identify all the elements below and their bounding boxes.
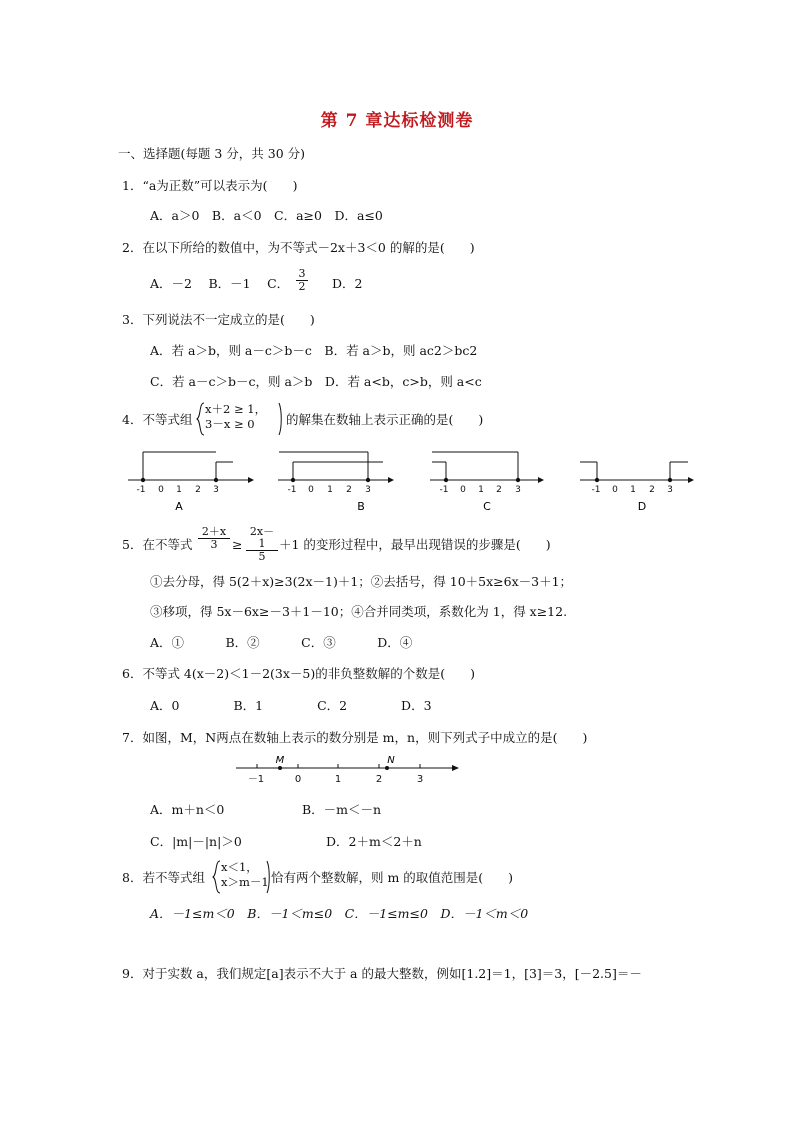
question-2-options-ab: A．－2 B．－1 C． [150, 276, 290, 291]
tick-label: 0 [158, 485, 164, 495]
system-inequality-1: x＋2 ≥ 1， [205, 402, 267, 416]
question-4-number-lines [118, 440, 718, 520]
tick-label: 0 [294, 774, 302, 785]
tick-label: 1 [176, 485, 182, 495]
fraction-numerator: 2x－1 [246, 526, 278, 551]
question-7-number-line [232, 752, 464, 788]
tick-label: 0 [612, 485, 618, 495]
tick-label: 2 [195, 485, 201, 495]
tick-label: 1 [478, 485, 484, 495]
question-4-stem-post: 的解集在数轴上表示正确的是( ) [286, 412, 484, 427]
point-m-label: M [275, 755, 285, 766]
question-6-stem: 6．不等式 4(x－2)＜1－2(3x－5)的非负整数解的个数是( ) [122, 666, 476, 681]
question-1-stem: 1．“a为正数”可以表示为( ) [122, 178, 298, 193]
fraction-denominator: 2 [298, 280, 306, 293]
numberline-b [278, 452, 394, 513]
tick-label: 3 [515, 485, 521, 495]
fraction-numerator: 2＋x [198, 526, 230, 539]
tick-label: 3 [416, 774, 424, 785]
tick-label: 2 [346, 485, 352, 495]
fraction-numerator: 3 [296, 268, 308, 281]
tick-label: 0 [308, 485, 314, 495]
system-right-bar [278, 402, 284, 436]
option-label-c: C [483, 500, 491, 513]
question-3-stem: 3．下列说法不一定成立的是( ) [122, 312, 315, 327]
tick-label: -1 [439, 485, 449, 495]
question-3-options-line2: C．若 a－c＞b－c，则 a＞b D．若 a<b，c>b，则 a<c [150, 374, 482, 389]
section-heading: 一、选择题(每题 3 分，共 30 分) [118, 146, 306, 161]
tick-label: 0 [460, 485, 466, 495]
tick-label: －1 [247, 774, 265, 785]
numberline-c [430, 452, 544, 513]
tick-label: 1 [334, 774, 342, 785]
tick-label: 1 [630, 485, 636, 495]
question-5-steps-line2: ③移项，得 5x－6x≥－3＋1－10；④合并同类项，系数化为 1，得 x≥12. [150, 604, 568, 619]
point-n-label: N [387, 755, 395, 766]
tick-label: 2 [649, 485, 655, 495]
tick-label: 3 [667, 485, 673, 495]
option-label-a: A [175, 500, 183, 513]
page-title: 第 7 章达标检测卷 [320, 111, 474, 131]
tick-label: -1 [591, 485, 601, 495]
question-7-option-a: A．m＋n＜0 [150, 802, 225, 817]
system-inequality-2: x＞m－1 [221, 875, 269, 889]
question-1-options: A．a＞0 B．a＜0 C．a≥0 D．a≤0 [150, 208, 383, 223]
numberline-d [580, 462, 694, 513]
tick-label: 2 [496, 485, 502, 495]
question-3-options-line1: A．若 a＞b，则 a－c＞b－c B．若 a＞b，则 ac2＞bc2 [150, 343, 478, 358]
tick-label: 3 [365, 485, 371, 495]
question-4-stem-pre: 4．不等式组 [122, 412, 193, 427]
question-2-option-d: D．2 [332, 276, 363, 291]
question-5-fraction-2 [246, 526, 278, 563]
question-7-option-b: B．－m＜－n [302, 802, 382, 817]
question-8-stem-pre: 8．若不等式组 [122, 870, 205, 885]
system-inequality-1: x＜1， [221, 860, 258, 874]
question-5-fraction-1 [198, 526, 230, 551]
question-7-option-d: D．2＋m＜2＋n [326, 834, 422, 849]
tick-label: -1 [287, 485, 297, 495]
tick-label: 3 [213, 485, 219, 495]
question-5-ge-sign: ≥ [232, 537, 243, 552]
question-6-options: A．0 B．1 C．2 D．3 [150, 698, 432, 713]
fraction-denominator: 5 [258, 550, 266, 563]
question-5-stem-pre: 5．在不等式 [122, 537, 193, 552]
tick-label: 2 [375, 774, 383, 785]
fraction-denominator: 3 [210, 538, 218, 551]
question-8-options: A．－1≤m＜0 B．－1＜m≤0 C．－1≤m≤0 D．－1＜m＜0 [150, 906, 529, 921]
question-9-stem: 9．对于实数 a，我们规定[a]表示不大于 a 的最大整数，例如[1.2]＝1，[3]＝3，[－2.5]＝－ [122, 966, 642, 981]
question-2-fraction [296, 268, 308, 293]
option-label-b: B [357, 500, 365, 513]
system-inequality-2: 3－x ≥ 0 [205, 417, 255, 431]
question-7-stem: 7．如图，M，N两点在数轴上表示的数分别是 m，n，则下列式子中成立的是( ) [122, 730, 588, 745]
question-2-stem: 2．在以下所给的数值中，为不等式－2x＋3＜0 的解的是( ) [122, 240, 475, 255]
question-5-options: A．① B．② C．③ D．④ [150, 635, 413, 650]
question-5-stem-post: ＋1 的变形过程中，最早出现错误的步骤是( ) [279, 537, 551, 552]
numberline-a [128, 452, 254, 513]
question-8-stem-post: 恰有两个整数解，则 m 的取值范围是( ) [271, 870, 514, 885]
question-5-steps-line1: ①去分母，得 5(2＋x)≥3(2x－1)＋1；②去括号，得 10＋5x≥6x－3＋1； [150, 574, 573, 589]
tick-label: 1 [327, 485, 333, 495]
question-7-option-c: C．|m|－|n|＞0 [150, 834, 242, 849]
option-label-d: D [637, 500, 647, 513]
tick-label: -1 [136, 485, 146, 495]
